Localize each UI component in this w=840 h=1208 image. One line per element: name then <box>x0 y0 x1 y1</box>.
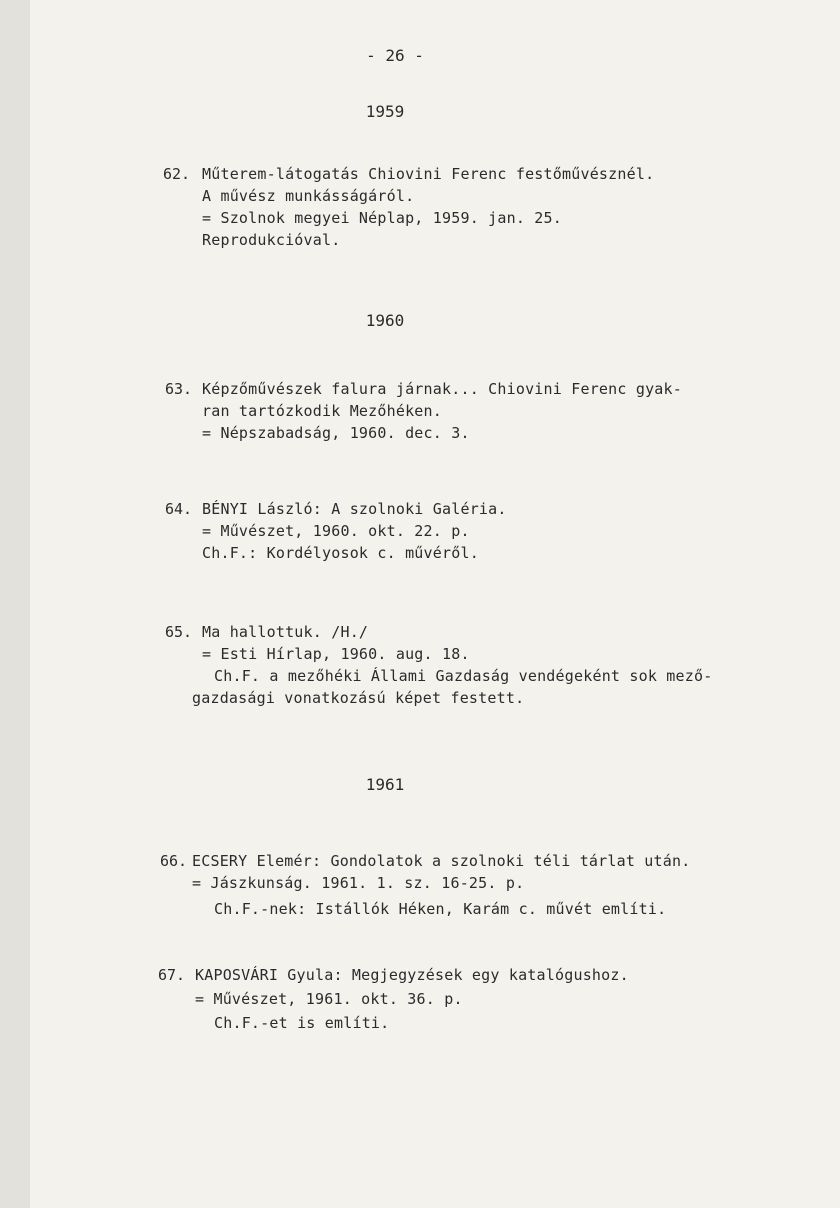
entry-line: = Jászkunság. 1961. 1. sz. 16-25. p. <box>192 874 525 892</box>
entry-line: Ma hallottuk. /H./ <box>202 623 369 641</box>
entry-line: = Művészet, 1961. okt. 36. p. <box>195 990 463 1008</box>
entry-number: 65. <box>165 623 193 641</box>
entry-line: Ch.F.: Kordélyosok c. művéről. <box>202 544 479 562</box>
year-heading: 1960 <box>365 311 405 330</box>
entry-line: Képzőművészek falura járnak... Chiovini Ferenc gyak- <box>202 380 682 398</box>
entry-number: 62. <box>163 165 191 183</box>
entry-line: Reprodukcióval. <box>202 231 341 249</box>
entry-line: ECSERY Elemér: Gondolatok a szolnoki téli tárlat után. <box>192 852 691 870</box>
entry-number: 66. <box>160 852 188 870</box>
entry-line: = Népszabadság, 1960. dec. 3. <box>202 424 470 442</box>
entry-line: Ch.F.-et is említi. <box>214 1014 390 1032</box>
entry-line: Ch.F.-nek: Istállók Héken, Karám c. művét említi. <box>214 900 667 918</box>
entry-number: 64. <box>165 500 193 518</box>
entry-line: = Szolnok megyei Néplap, 1959. jan. 25. <box>202 209 562 227</box>
entry-number: 67. <box>158 966 186 984</box>
year-heading: 1959 <box>365 102 405 121</box>
entry-line: ran tartózkodik Mezőhéken. <box>202 402 442 420</box>
entry-number: 63. <box>165 380 193 398</box>
entry-line: = Művészet, 1960. okt. 22. p. <box>202 522 470 540</box>
page-number: - 26 - <box>366 46 424 65</box>
entry-line: Ch.F. a mezőhéki Állami Gazdaság vendégeként sok mező- <box>214 667 713 685</box>
entry-line: A művész munkásságáról. <box>202 187 415 205</box>
entry-line: BÉNYI László: A szolnoki Galéria. <box>202 500 507 518</box>
entry-line: = Esti Hírlap, 1960. aug. 18. <box>202 645 470 663</box>
entry-line: gazdasági vonatkozású képet festett. <box>192 689 525 707</box>
entry-line: KAPOSVÁRI Gyula: Megjegyzések egy katalógushoz. <box>195 966 629 984</box>
year-heading: 1961 <box>365 775 405 794</box>
page-shadow-edge <box>0 0 30 1208</box>
entry-line: Műterem-látogatás Chiovini Ferenc festőművésznél. <box>202 165 655 183</box>
